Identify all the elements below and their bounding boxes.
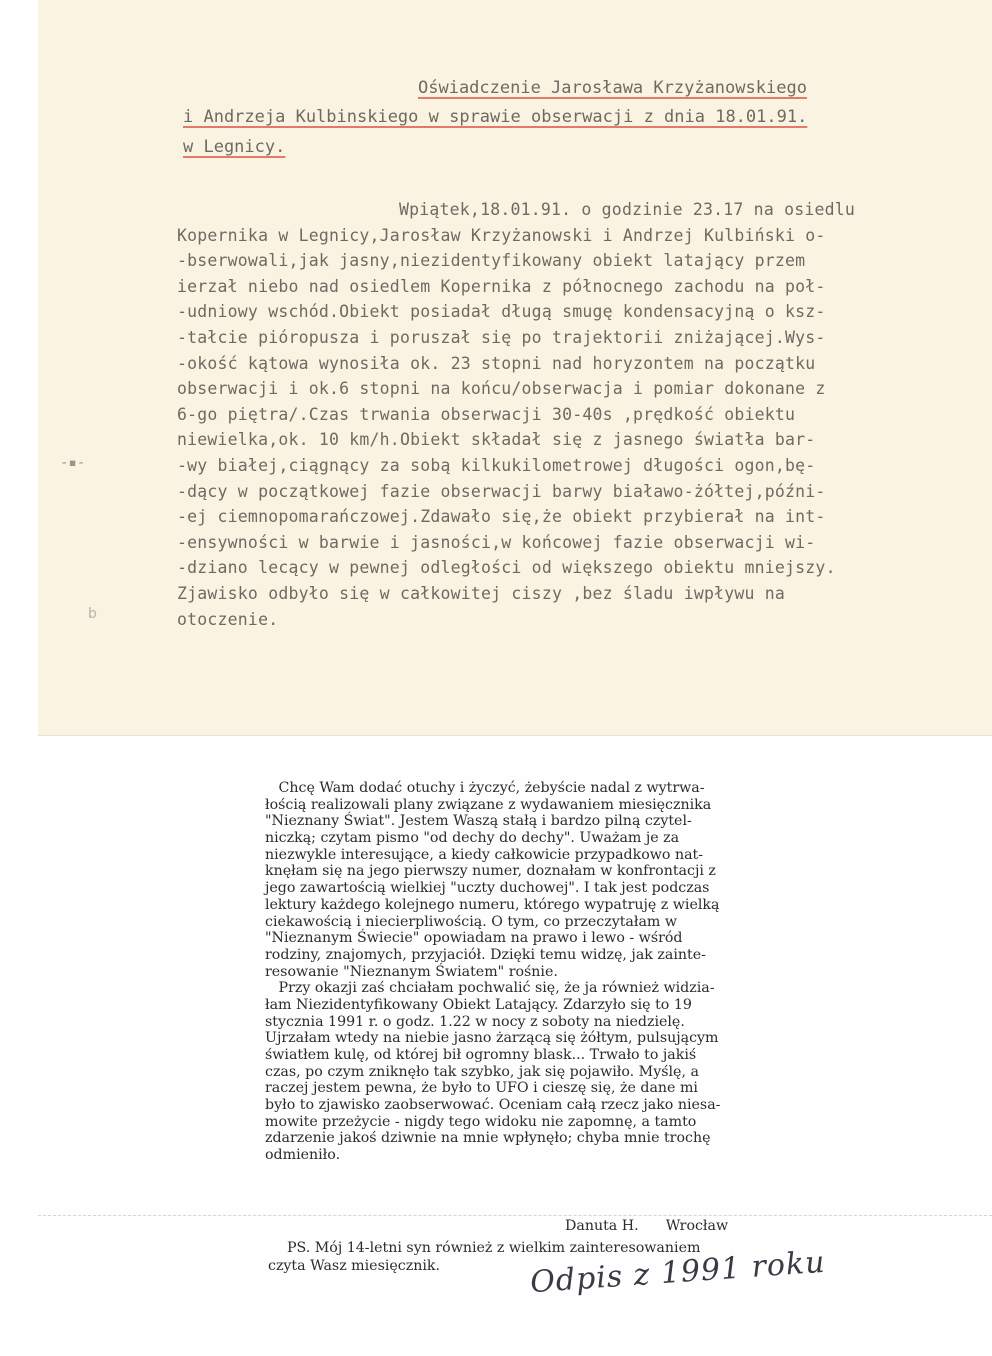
margin-mark: b	[88, 606, 97, 622]
ps-line-2: czyta Wasz miesięcznik.	[268, 1258, 440, 1274]
clip-line: lektury każdego kolejnego numeru, którego wypatruję z wielką	[265, 896, 720, 913]
clip-line: resowanie "Nieznanym Światem" rośnie.	[265, 963, 558, 980]
title-line-3: w Legnicy.	[183, 137, 286, 157]
clip-line: łam Niezidentyfikowany Obiekt Latający. Zdarzyło się to 19	[265, 996, 692, 1013]
body-line: -udniowy wschód.Obiekt posiadał długą smugę kondensacyjną o ksz-	[177, 302, 826, 322]
clip-line: Chcę Wam dodać otuchy i życzyć, żebyście nadal z wytrwa-	[265, 780, 705, 796]
clip-line: stycznia 1991 r. o godz. 1.22 w nocy z soboty na niedzielę.	[265, 1013, 685, 1030]
clip-line: mowite przeżycie - nigdy tego widoku nie zapomnę, a tamto	[265, 1113, 697, 1130]
clip-line: knęłam się na jego pierwszy numer, doznałam w konfrontacji z	[265, 863, 716, 880]
clip-line: Przy okazji zaś chciałam pochwalić się, że ja również widzia-	[265, 980, 715, 997]
body-line: obserwacji i ok.6 stopni na końcu/obserwacja i pomiar dokonane z	[177, 379, 826, 399]
clip-line: zdarzenie jakoś dziwnie na mnie wpłynęło; chyba mnie trochę	[265, 1130, 711, 1147]
title-line-1: Oświadczenie Jarosława Krzyżanowskiego	[418, 78, 807, 98]
ps-line-1: PS. Mój 14-letni syn również z wielkim zainteresowaniem	[287, 1240, 701, 1256]
clip-line: było to zjawisko zaobserwować. Oceniam całą rzecz jako niesa-	[265, 1097, 721, 1114]
clip-line: Ujrzałam wtedy na niebie jasno żarzącą się żółtym, pulsującym	[265, 1030, 719, 1047]
body-line: -bserwowali,jak jasny,niezidentyfikowany obiekt latający przem	[177, 251, 806, 271]
body-line: -dziano lecący w pewnej odległości od większego obiektu mniejszy.	[177, 558, 836, 578]
clip-line: "Nieznany Świat". Jestem Waszą stałą i bardzo pilną czytel-	[265, 813, 692, 830]
body-line: -tałcie pióropusza i poruszał się po trajektorii zniżającej.Wys-	[177, 327, 826, 347]
clip-line: ciekawością i niecierpliwością. O tym, co przeczytałam w	[265, 913, 678, 930]
body-line: otoczenie.	[177, 609, 279, 629]
clip-line: łością realizowali plany związane z wydawaniem miesięcznika	[265, 796, 712, 813]
body-line: -okość kątowa wynosiła ok. 23 stopni nad horyzontem na początku	[177, 353, 816, 373]
body-line: Wpiątek,18.01.91. o godzinie 23.17 na osiedlu	[399, 200, 856, 219]
body-line: Zjawisko odbyło się w całkowitej ciszy ,bez śladu iwpływu na	[177, 583, 786, 603]
statement-body	[177, 197, 957, 632]
clip-line: raczej jestem pewna, że było to UFO i cieszę się, że dane mi	[265, 1080, 698, 1097]
body-line: 6-go piętra/.Czas trwania obserwacji 30-40s ,prędkość obiektu	[177, 404, 796, 424]
body-line: -ej ciemnopomarańczowej.Zdawało się,że obiekt przybierał na int-	[177, 507, 826, 527]
clip-line: światłem kulę, od której bił ogromny blask... Trwało to jakiś	[265, 1047, 697, 1063]
clip-line: czas, po czym zniknęło tak szybko, jak się pojawiło. Myślę, a	[265, 1063, 699, 1080]
title-line-2: i Andrzeja Kulbinskiego w sprawie obserwacji z dnia 18.01.91.	[183, 107, 808, 127]
clip-line: niezwykle interesujące, a kiedy całkowicie przypadkowo nat-	[265, 846, 704, 863]
clip-line: niczką; czytam pismo "od dechy do dechy". Uważam je za	[265, 830, 680, 847]
staple-mark: -▪-	[60, 455, 86, 471]
body-line: Kopernika w Legnicy,Jarosław Krzyżanowski i Andrzej Kulbiński o-	[177, 225, 826, 245]
clip-line: jego zawartością wielkiej "uczty duchowej". I tak jest podczas	[265, 880, 710, 897]
handwritten-note: Odpis z 1991 roku	[529, 1244, 827, 1301]
body-line: ierzał niebo nad osiedlem Kopernika z północnego zachodu na poł-	[177, 276, 826, 296]
clip-line: rodziny, znajomych, przyjaciół. Dzięki temu widzę, jak zainte-	[265, 946, 706, 963]
body-line: -dący w początkowej fazie obserwacji barwy białawo-żółtej,późni-	[177, 481, 826, 501]
body-line: -wy białej,ciągnący za sobą kilkukilometrowej długości ogon,bę-	[177, 455, 816, 475]
body-line: -ensywności w barwie i jasności,w końcowej fazie obserwacji wi-	[177, 532, 816, 552]
clip-line: "Nieznanym Świecie" opowiadam na prawo i lewo - wśród	[265, 930, 683, 947]
signature: Danuta H. Wrocław	[565, 1218, 729, 1234]
newspaper-clipping	[265, 780, 783, 1220]
torn-edge	[38, 1215, 992, 1236]
clip-line: odmieniło.	[265, 1147, 341, 1164]
body-line: niewielka,ok. 10 km/h.Obiekt składał się z jasnego światła bar-	[177, 430, 816, 450]
